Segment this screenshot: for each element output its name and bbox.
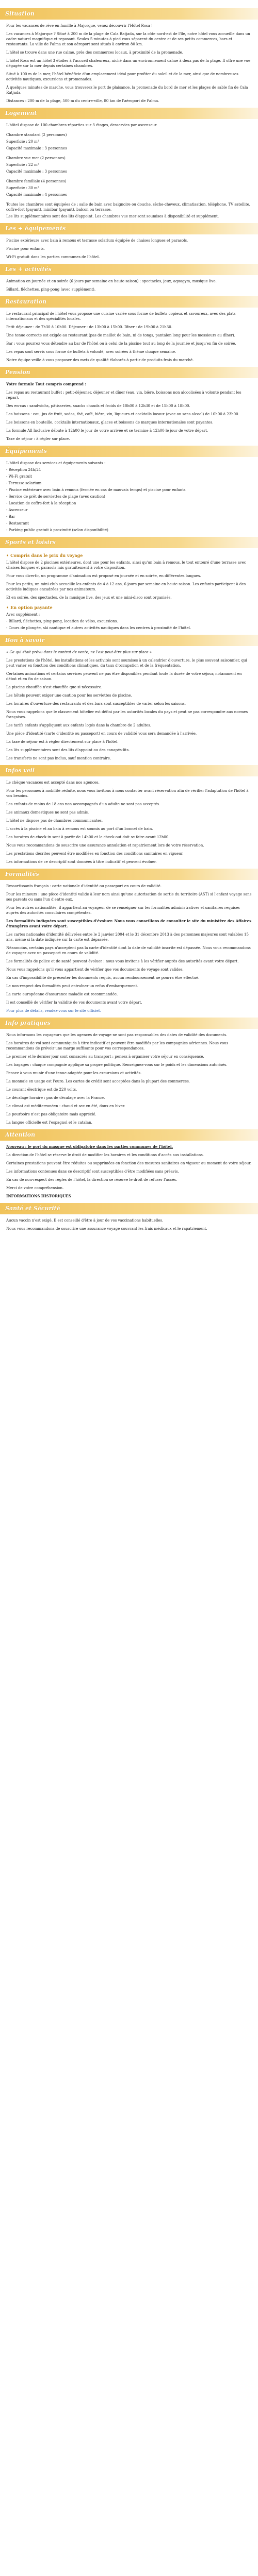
equipements-section: [0, 461, 258, 533]
formalite-line: Les formalités de police et de santé peuvent évoluer : nous vous invitons à les vérifier auprès des autorités avant votre départ.: [6, 959, 239, 963]
attention-line: Nouveau : le port du masque est obligatoire dans les parties communes de l'hôtel.: [6, 1144, 173, 1149]
bon-a-savoir-section: [0, 650, 258, 761]
sante-securite-section: [0, 1218, 258, 1231]
bon-a-savoir-line: Nous vous rappelons que le classement hôtelier est défini par les autorités locales du pays et peut ne pas correspondre aux normes françaises.: [6, 710, 248, 719]
info-pratiques-section: [0, 1032, 258, 1125]
info-veil-line: Nous vous recommandons de souscrire une assurance annulation et rapatriement lors de votre réservation.: [6, 843, 204, 848]
info-veil-line: L'accès à la piscine et au bain à remous est soumis au port d'un bonnet de bain.: [6, 827, 153, 831]
pension-line: Les boissons en bouteille, cocktails internationaux, glaces et boissons de marques internationales sont payantes.: [6, 420, 214, 425]
room-area: Superficie : 30 m²: [6, 186, 39, 190]
pension-line: Les repas au restaurant buffet : petit-déjeuner, déjeuner et dîner (eau, vin, bière, boissons non alcoolisées à volonté pendant les repas).: [6, 391, 241, 400]
formalite-link[interactable]: Pour plus de détails, rendez-vous sur le site officiel.: [6, 1009, 101, 1013]
hotel-description-page: [0, 0, 258, 1245]
formalite-line: Les cartes nationales d'identité délivrées entre le 2 janvier 2004 et le 31 décembre 2013 à des personnes majeures sont valables 15 ans, même si la date indiquée sur la carte est dépassée.: [6, 933, 249, 942]
sports-option-line: Avec supplément :: [6, 613, 40, 617]
section-title-equipements-plus: Les + équipements: [0, 223, 258, 234]
section-title-situation: Situation: [0, 8, 258, 20]
room-area: Superficie : 20 m²: [6, 140, 39, 144]
pension-line: Des en-cas : sandwichs, pâtisseries, snacks chauds et froids de 10h00 à 12h30 et de 15h00 à 18h00.: [6, 404, 190, 408]
sante-line: Aucun vaccin n'est exigé. Il est conseillé d'être à jour de vos vaccinations habituelles.: [6, 1218, 164, 1223]
room-equipment: Toutes les chambres sont équipées de : salle de bain avec baignoire ou douche, sèche-cheveux, climatisation, téléphone, TV satellite, coffre-fort (payant), minibar (payant), balcon ou terrasse.: [6, 202, 251, 212]
sports-line: Et en soirée, des spectacles, de la musique live, des jeux et une mini-disco sont organisés.: [6, 596, 172, 600]
section-title-bon-a-savoir: Bon à savoir: [0, 635, 258, 646]
info-pratique-line: Les bagages : chaque compagnie applique sa propre politique. Renseignez-vous sur le poids et les dimensions autorisés.: [6, 1063, 228, 1067]
restauration-line: Une tenue correcte est exigée au restaurant (pas de maillot de bain, ni de tongs, pantalon long pour les messieurs au dîner).: [6, 333, 235, 337]
info-pratique-line: Les horaires de vol sont communiqués à titre indicatif et peuvent être modifiés par les compagnies aériennes. Nous vous recommandons de prévoir une marge suffisante pour vos correspondances.: [6, 1041, 229, 1050]
activite-line: Animation en journée et en soirée (6 jours par semaine en haute saison) : spectacles, jeux, aquagym, musique live.: [6, 279, 217, 283]
bon-a-savoir-line: Certaines animations et certains services peuvent ne pas être disponibles pendant toute la durée de votre séjour, notamment en début et en fin de saison.: [6, 672, 242, 681]
restauration-line: Petit déjeuner : de 7h30 à 10h00. Déjeuner : de 13h00 à 15h00. Dîner : de 19h00 à 21h30.: [6, 325, 172, 329]
restauration-line: Le restaurant principal de l'hôtel vous propose une cuisine variée sous forme de buffets copieux et savoureux, avec des plats internationaux et des spécialités locales.: [6, 312, 236, 321]
room-type: Chambre familiale (4 personnes): [6, 179, 67, 183]
equipement-item: - Piscine extérieure avec bain à remous (fermée en cas de mauvais temps) et piscine pour enfants: [6, 488, 186, 492]
room-type: Chambre vue mer (2 personnes): [6, 156, 66, 160]
equipement-item: L'hôtel dispose des services et équipements suivants :: [6, 461, 106, 465]
sports-subtitle-label: En option payante: [10, 605, 53, 610]
situation-line: Distances : 200 m de la plage, 500 m du centre-ville, 80 km de l'aéroport de Palma.: [6, 99, 159, 103]
sports-line: Pour les petits, un mini-club accueille les enfants de 4 à 12 ans, 6 jours par semaine en haute saison. Les enfants participent à des activités ludiques encadrées par nos animateurs.: [6, 582, 246, 591]
section-title-info-pratiques: Info pratiques: [0, 1018, 258, 1029]
room-area: Superficie : 22 m²: [6, 163, 39, 167]
info-veil-line: Les horaires de check-in sont à partir de 14h00 et le check-out doit se faire avant 12h00.: [6, 835, 170, 839]
info-veil-line: Les enfants de moins de 18 ans non accompagnés d'un adulte ne sont pas acceptés.: [6, 802, 160, 806]
situation-line: À quelques minutes de marche, vous trouverez le port de plaisance, la promenade du bord de mer et les plages de sable fin de Cala Ratjada.: [6, 86, 248, 95]
equipement-line: Piscine pour enfants.: [6, 247, 45, 251]
info-pratique-line: Nous informons les voyageurs que les agences de voyage ne sont pas responsables des dates de validité des documents.: [6, 1033, 228, 1037]
equipement-item: - Bar: [6, 515, 15, 519]
info-veil-line: Pour les personnes à mobilité réduite, nous vous invitons à nous contacter avant réservation afin de vérifier l'adaptation de l'hôtel à vos besoins.: [6, 789, 249, 798]
section-title-formalites: Formalités: [0, 869, 258, 880]
info-veil-line: L'hôtel ne dispose pas de chambres communicantes.: [6, 819, 103, 823]
equipement-item: - Restaurant: [6, 521, 29, 526]
restauration-line: Bar : vous pourrez vous détendre au bar de l'hôtel ou à celui de la piscine tout au long de la journée et jusqu'en fin de soirée.: [6, 342, 236, 346]
formalites-section: [0, 884, 258, 1013]
equipement-item: - Location de coffre-fort à la réception: [6, 501, 76, 505]
infos-veil-section: [0, 780, 258, 865]
info-pratique-line: Le décalage horaire : pas de décalage avec la France.: [6, 1096, 105, 1100]
pension-line: La formule All Inclusive débute à 12h00 le jour de votre arrivée et se termine à 12h00 le jour de votre départ.: [6, 429, 208, 433]
bon-a-savoir-line: Les horaires d'ouverture des restaurants et des bars sont susceptibles de varier selon les saisons.: [6, 702, 186, 706]
pension-line: Taxe de séjour : à régler sur place.: [6, 437, 70, 441]
sports-loisirs-section: [0, 560, 258, 600]
attention-info-title: INFORMATIONS HISTORIQUES: [6, 1194, 71, 1198]
section-title-infos-veil: Infos veil: [0, 765, 258, 776]
restauration-line: Les repas sont servis sous forme de buffets à volonté, avec soirées à thème chaque semaine.: [6, 350, 176, 354]
formalite-line: Nous vous rappelons qu'il vous appartient de vérifier que vos documents de voyage sont valides.: [6, 968, 184, 972]
info-veil-line: Les animaux domestiques ne sont pas admis.: [6, 810, 89, 815]
bon-a-savoir-line: Les prestations de l'hôtel, les installations et les activités sont soumises à un calendrier d'ouverture, le plus souvent saisonnier, qui peut varier en fonction des conditions climatiques, du taux d'occupation et de la fréquentation.: [6, 658, 247, 668]
bon-a-savoir-line: Les tarifs enfants s'appliquent aux enfants logés dans la chambre de 2 adultes.: [6, 723, 152, 727]
room-capacity: Capacité maximale : 3 personnes: [6, 170, 67, 174]
info-pratique-line: Le climat est méditerranéen : chaud et sec en été, doux en hiver.: [6, 1104, 125, 1108]
attention-section: [0, 1144, 258, 1199]
bon-a-savoir-line: Les lits supplémentaires sont des lits d'appoint ou des canapés-lits.: [6, 748, 130, 752]
sports-option-line: - Cours de plongée, ski nautique et autres activités nautiques dans les centres à proximité de l'hôtel.: [6, 626, 191, 630]
equipements-plus-section: [0, 238, 258, 260]
room-note: Les lits supplémentaires sont des lits d'appoint. Les chambres vue mer sont soumises à disponibilité et supplément.: [6, 214, 219, 218]
info-veil-line: Les informations de ce descriptif sont données à titre indicatif et peuvent évoluer.: [6, 860, 157, 864]
bon-a-savoir-line: Une pièce d'identité (carte d'identité ou passeport) en cours de validité vous sera demandée à l'arrivée.: [6, 732, 197, 736]
section-title-logement: Logement: [0, 108, 258, 119]
pension-line: Les boissons : eau, jus de fruit, sodas, thé, café, bière, vin, liqueurs et cocktails locaux (avec ou sans alcool) de 10h00 à 23h00.: [6, 412, 239, 416]
logement-intro: L'hôtel dispose de 100 chambres réparties sur 3 étages, desservies par ascenseur.: [6, 123, 157, 127]
situation-line: L'hôtel Rosa est un hôtel 3 étoiles à l'accueil chaleureux, niché dans un environnement calme à deux pas de la plage. Il offre une vue dégagée sur la mer depuis certaines chambres.: [6, 59, 251, 68]
logement-section: [0, 123, 258, 219]
equipement-item: - Réception 24h/24: [6, 468, 41, 472]
activite-line: Billard, fléchettes, ping-pong (avec supplément).: [6, 287, 96, 292]
situation-line: Situé à 100 m de la mer, l'hôtel bénéficie d'un emplacement idéal pour profiter du soleil et de la mer, ainsi que de nombreuses activités nautiques, excursions et promenades.: [6, 72, 238, 81]
section-title-equipements: Équipements: [0, 446, 258, 457]
pension-line: Votre formule Tout compris comprend :: [6, 382, 86, 386]
section-title-pension: Pension: [0, 367, 258, 378]
formalite-line: Pour les autres nationalités, il appartient au voyageur de se renseigner sur les formalités administratives et sanitaires requises auprès des autorités consulaires compétentes.: [6, 906, 240, 915]
info-pratique-line: Le pourboire n'est pas obligatoire mais apprécié.: [6, 1112, 96, 1116]
pension-section: [0, 382, 258, 442]
section-title-restauration: Restauration: [0, 296, 258, 308]
sports-option-section: [0, 612, 258, 631]
situation-line: L'hôtel se trouve dans une rue calme, près des commerces locaux, à proximité de la promenade.: [6, 50, 184, 55]
sports-subtitle-included: [6, 553, 258, 558]
situation-section: [0, 23, 258, 104]
formalite-line: Il est conseillé de vérifier la validité de vos documents avant votre départ.: [6, 1001, 142, 1005]
bon-a-savoir-line: « Ce qui était prévu dans le contrat de vente, ne l'est peut-être plus sur place »: [6, 650, 152, 654]
sports-option-line: - Billard, fléchettes, ping-pong, location de vélos, excursions.: [6, 619, 118, 623]
attention-line: Les informations contenues dans ce descriptif sont susceptibles d'être modifiées sans préavis.: [6, 1170, 179, 1174]
sports-subtitle-label: Compris dans le prix du voyage: [10, 553, 83, 558]
formalite-line: En cas d'impossibilité de présenter les documents requis, aucun remboursement ne pourra être effectué.: [6, 976, 200, 980]
section-title-activites-plus: Les + activités: [0, 264, 258, 275]
info-pratique-line: Le premier et le dernier jour sont consacrés au transport : pensez à organiser votre séjour en conséquence.: [6, 1055, 204, 1059]
formalite-line: Les formalités indiquées sont susceptibles d'évoluer. Nous vous conseillons de consulter le site du ministère des Affaires étrangères avant votre départ.: [6, 919, 252, 928]
equipement-line: Piscine extérieure avec bain à remous et terrasse solarium équipée de chaises longues et parasols.: [6, 239, 188, 243]
situation-line: Les vacances à Majorque ? Situé à 200 m de la plage de Cala Ratjada, sur la côte nord-est de l'île, notre hôtel vous accueille dans un cadre naturel magnifique et reposant. Seules 5 minutes à pied vous séparent du centre et de ses petits commerces, bars et restaurants. La ville de Palma et son aéroport sont situés à environ 80 km.: [6, 32, 250, 46]
info-pratique-line: Le courant électrique est de 220 volts.: [6, 1088, 77, 1092]
room-capacity: Capacité maximale : 3 personnes: [6, 146, 67, 150]
equipement-item: - Ascenseur: [6, 508, 28, 512]
bon-a-savoir-line: Les hôtels peuvent exiger une caution pour les serviettes de piscine.: [6, 693, 132, 698]
equipement-item: - Wi-Fi gratuit: [6, 474, 32, 479]
section-title-attention: Attention: [0, 1129, 258, 1141]
info-pratique-line: La monnaie en usage est l'euro. Les cartes de crédit sont acceptées dans la plupart des commerces.: [6, 1079, 190, 1083]
equipement-item: - Service de prêt de serviettes de plage (avec caution): [6, 495, 105, 499]
equipement-line: Wi-Fi gratuit dans les parties communes de l'hôtel.: [6, 255, 100, 259]
info-veil-line: Les prestations décrites peuvent être modifiées en fonction des conditions sanitaires en vigueur.: [6, 852, 184, 856]
room-capacity: Capacité maximale : 4 personnes: [6, 193, 67, 197]
bon-a-savoir-line: La taxe de séjour est à régler directement sur place à l'hôtel.: [6, 740, 119, 744]
bon-a-savoir-line: La piscine chauffée n'est chauffée que si nécessaire.: [6, 685, 103, 689]
bon-a-savoir-line: Les transferts ne sont pas inclus, sauf mention contraire.: [6, 756, 111, 760]
formalite-line: Le non-respect des formalités peut entraîner un refus d'embarquement.: [6, 984, 138, 988]
section-title-sports-loisirs: Sports et loisirs: [0, 537, 258, 548]
formalite-line: Pour les mineurs : une pièce d'identité valide à leur nom ainsi qu'une autorisation de sortie du territoire (AST) si l'enfant voyage sans ses parents ou sans l'un d'entre eux.: [6, 892, 252, 902]
sports-line: L'hôtel dispose de 2 piscines extérieures, dont une pour les enfants, ainsi qu'un bain à remous, le tout entouré d'une terrasse avec chaises longues et parasols mis gratuitement à votre disposition.: [6, 561, 246, 570]
equipement-item: - Terrasse solarium: [6, 481, 42, 485]
sante-line: Nous vous recommandons de souscrire une assurance voyage couvrant les frais médicaux et le rapatriement.: [6, 1227, 207, 1231]
formalite-line: Néanmoins, certains pays n'acceptent pas la carte d'identité dont la date de validité inscrite est dépassée. Nous vous recommandons de voyager avec un passeport en cours de validité.: [6, 946, 251, 955]
situation-line: Pour les vacances de rêve en famille à Majorque, venez découvrir l'Hôtel Rosa !: [6, 24, 153, 28]
attention-line: La direction de l'hôtel se réserve le droit de modifier les horaires et les conditions d'accès aux installations.: [6, 1153, 204, 1157]
info-pratique-line: Pensez à vous munir d'une tenue adaptée pour les excursions et activités.: [6, 1071, 142, 1075]
room-type: Chambre standard (2 personnes): [6, 133, 67, 137]
bullet-icon: •: [6, 553, 9, 558]
bullet-icon: •: [6, 605, 9, 610]
activites-plus-section: [0, 279, 258, 292]
restauration-line: Notre équipe veille à vous proposer des mets de qualité élaborés à partir de produits frais du marché.: [6, 358, 194, 362]
sports-subtitle-option: [6, 605, 258, 610]
info-veil-line: Le chèque vacances est accepté dans nos agences.: [6, 781, 100, 785]
attention-line: En cas de non-respect des règles de l'hôtel, la direction se réserve le droit de refuser l'accès.: [6, 1178, 178, 1182]
restauration-section: [0, 311, 258, 363]
equipement-item: - Parking public gratuit à proximité (selon disponibilité): [6, 528, 108, 532]
attention-line: Certaines prestations peuvent être réduites ou supprimées en fonction des mesures sanitaires en vigueur au moment de votre séjour.: [6, 1161, 252, 1165]
sports-line: Pour vous divertir, un programme d'animation est proposé en journée et en soirée, en différentes langues.: [6, 574, 201, 578]
section-title-sante-securite: Santé et Sécurité: [0, 1203, 258, 1214]
attention-line: Merci de votre compréhension.: [6, 1186, 64, 1190]
info-pratique-line: La langue officielle est l'espagnol et le catalan.: [6, 1121, 92, 1125]
formalite-line: Ressortissants français : carte nationale d'identité ou passeport en cours de validité.: [6, 884, 162, 888]
formalite-line: La carte européenne d'assurance maladie est recommandée.: [6, 992, 118, 996]
